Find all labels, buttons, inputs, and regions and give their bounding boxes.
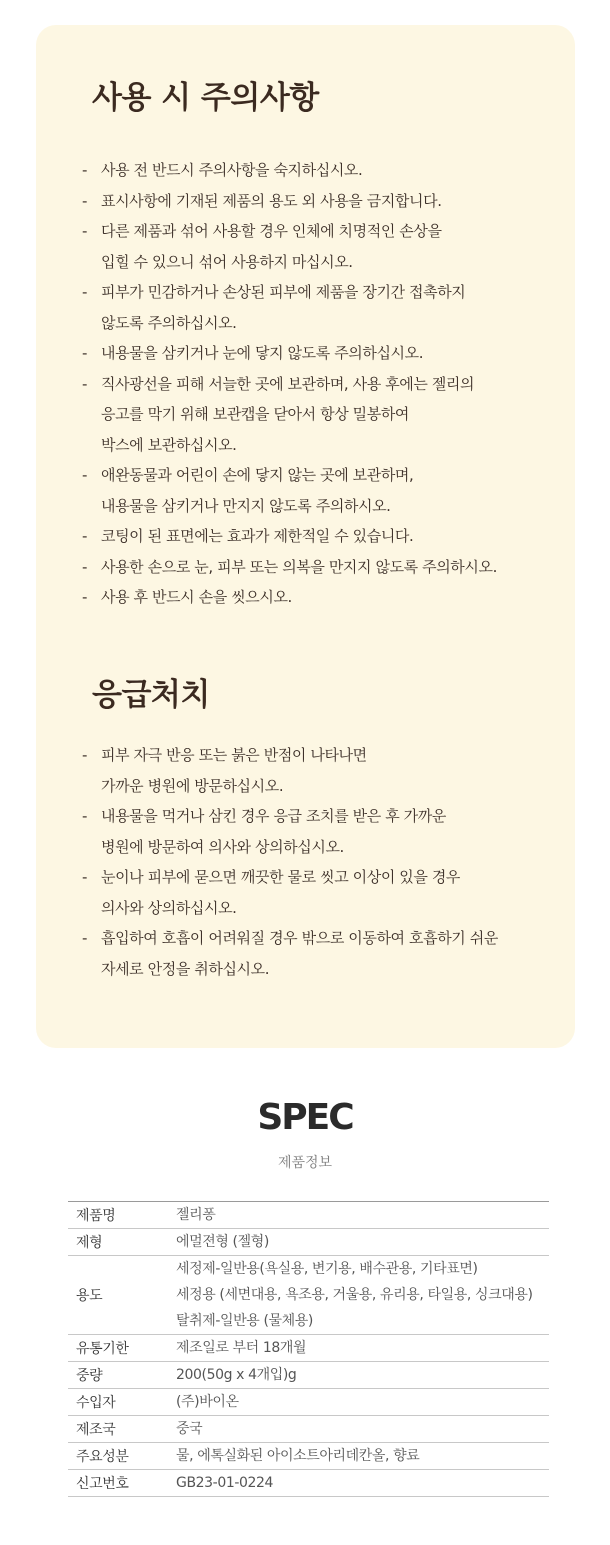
list-item (82, 923, 562, 984)
spec-value-line: 탈취제-일반용 (물체용) (176, 1313, 313, 1329)
spec-row (68, 1470, 549, 1497)
spec-row (68, 1229, 549, 1256)
list-item-text: 사용 전 반드시 주의사항을 숙지하십시오. (101, 161, 363, 179)
spec-row (68, 1256, 549, 1335)
emergency-title: 응급처치 (92, 677, 210, 713)
list-item-text: 내용물을 삼키거나 눈에 닿지 않도록 주의하십시오. (101, 344, 424, 362)
spec-value-line: 에멀젼형 (젤형) (176, 1234, 269, 1250)
spec-value-line: GB23-01-0224 (176, 1475, 274, 1491)
bullet-dash: - (82, 557, 88, 576)
list-item-text: 사용한 손으로 눈, 피부 또는 의복을 만지지 않도록 주의하시오. (101, 557, 497, 576)
list-item (82, 582, 562, 613)
list-item (82, 801, 562, 862)
spec-value-line: 제조일로 부터 18개월 (176, 1340, 307, 1356)
list-item (82, 369, 562, 461)
spec-row (68, 1362, 549, 1389)
bullet-dash: - (82, 374, 88, 393)
list-item (82, 277, 562, 338)
list-item (82, 155, 562, 186)
spec-row (68, 1389, 549, 1416)
caution-list (82, 155, 562, 613)
list-item-text: 사용 후 반드시 손을 씻으시오. (101, 588, 292, 606)
spec-row (68, 1416, 549, 1443)
list-item-text: 눈이나 피부에 묻으면 깨끗한 물로 씻고 이상이 있을 경우 의사와 상의하십시오. (101, 868, 461, 917)
bullet-dash: - (82, 191, 88, 210)
spec-row (68, 1202, 549, 1229)
list-item (82, 740, 562, 801)
bullet-dash: - (82, 344, 88, 362)
list-item-text: 직사광선을 피해 서늘한 곳에 보관하며, 사용 후에는 젤리의 응고를 막기 위해 보관캡을 닫아서 항상 밀봉하여 박스에 보관하십시오. (101, 374, 475, 454)
spec-label: 용도 (68, 1256, 176, 1335)
list-item (82, 186, 562, 217)
list-item (82, 552, 562, 583)
spec-title: SPEC (257, 1097, 353, 1138)
spec-subtitle: 제품정보 (277, 1155, 333, 1171)
spec-value-line: 젤리퐁 (176, 1207, 216, 1223)
spec-value-line: 200(50g x 4개입)g (176, 1367, 297, 1383)
list-item-text: 표시사항에 기재된 제품의 용도 외 사용을 금지합니다. (101, 191, 442, 210)
spec-row (68, 1443, 549, 1470)
spec-label: 중량 (68, 1362, 176, 1389)
bullet-dash: - (82, 466, 88, 484)
list-item-text: 코팅이 된 표면에는 효과가 제한적일 수 있습니다. (101, 527, 414, 545)
spec-value (176, 1470, 549, 1497)
list-item-text: 다른 제품과 섞어 사용할 경우 인체에 치명적인 손상을 입힐 수 있으니 섞어 사용하지 마십시오. (101, 222, 442, 271)
spec-label: 유통기한 (68, 1335, 176, 1362)
bullet-dash: - (82, 283, 88, 301)
list-item-text: 흡입하여 호흡이 어려워질 경우 밖으로 이동하여 호흡하기 쉬운 자세로 안정을 취하십시오. (101, 929, 498, 978)
bullet-dash: - (82, 222, 88, 240)
bullet-dash: - (82, 161, 88, 179)
spec-value (176, 1229, 549, 1256)
spec-label: 제조국 (68, 1416, 176, 1443)
spec-value-line: 물, 에톡실화된 아이소트아리데칸올, 향료 (176, 1448, 420, 1464)
spec-value-line: (주)바이온 (176, 1394, 239, 1410)
list-item (82, 460, 562, 521)
bullet-dash: - (82, 588, 88, 606)
spec-value (176, 1389, 549, 1416)
bullet-dash: - (82, 868, 88, 886)
list-item-text: 피부 자극 반응 또는 붉은 반점이 나타나면 가까운 병원에 방문하십시오. (101, 746, 367, 795)
spec-label: 주요성분 (68, 1443, 176, 1470)
spec-value (176, 1202, 549, 1229)
bullet-dash: - (82, 929, 88, 947)
spec-label: 수입자 (68, 1389, 176, 1416)
spec-value (176, 1256, 549, 1335)
emergency-list (82, 740, 562, 984)
list-item-text: 피부가 민감하거나 손상된 피부에 제품을 장기간 접촉하지 않도록 주의하십시오. (101, 283, 466, 332)
spec-value (176, 1443, 549, 1470)
list-item (82, 338, 562, 369)
spec-value (176, 1335, 549, 1362)
spec-table (68, 1201, 549, 1497)
bullet-dash: - (82, 746, 88, 764)
caution-title: 사용 시 주의사항 (92, 80, 319, 116)
spec-label: 제품명 (68, 1202, 176, 1229)
list-item (82, 862, 562, 923)
list-item (82, 216, 562, 277)
spec-value-line: 세정제-일반용(욕실용, 변기용, 배수관용, 기타표면) (176, 1261, 478, 1277)
bullet-dash: - (82, 807, 88, 825)
list-item (82, 521, 562, 552)
spec-value-line: 중국 (176, 1421, 203, 1437)
spec-value-line: 세정용 (세면대용, 욕조용, 거울용, 유리용, 타일용, 싱크대용) (176, 1287, 533, 1303)
list-item-text: 애완동물과 어린이 손에 닿지 않는 곳에 보관하며, 내용물을 삼키거나 만지지 않도록 주의하시오. (101, 466, 414, 515)
spec-value (176, 1362, 549, 1389)
spec-label: 제형 (68, 1229, 176, 1256)
spec-row (68, 1335, 549, 1362)
spec-label: 신고번호 (68, 1470, 176, 1497)
bullet-dash: - (82, 527, 88, 545)
spec-value (176, 1416, 549, 1443)
list-item-text: 내용물을 먹거나 삼킨 경우 응급 조치를 받은 후 가까운 병원에 방문하여 의사와 상의하십시오. (101, 807, 446, 856)
